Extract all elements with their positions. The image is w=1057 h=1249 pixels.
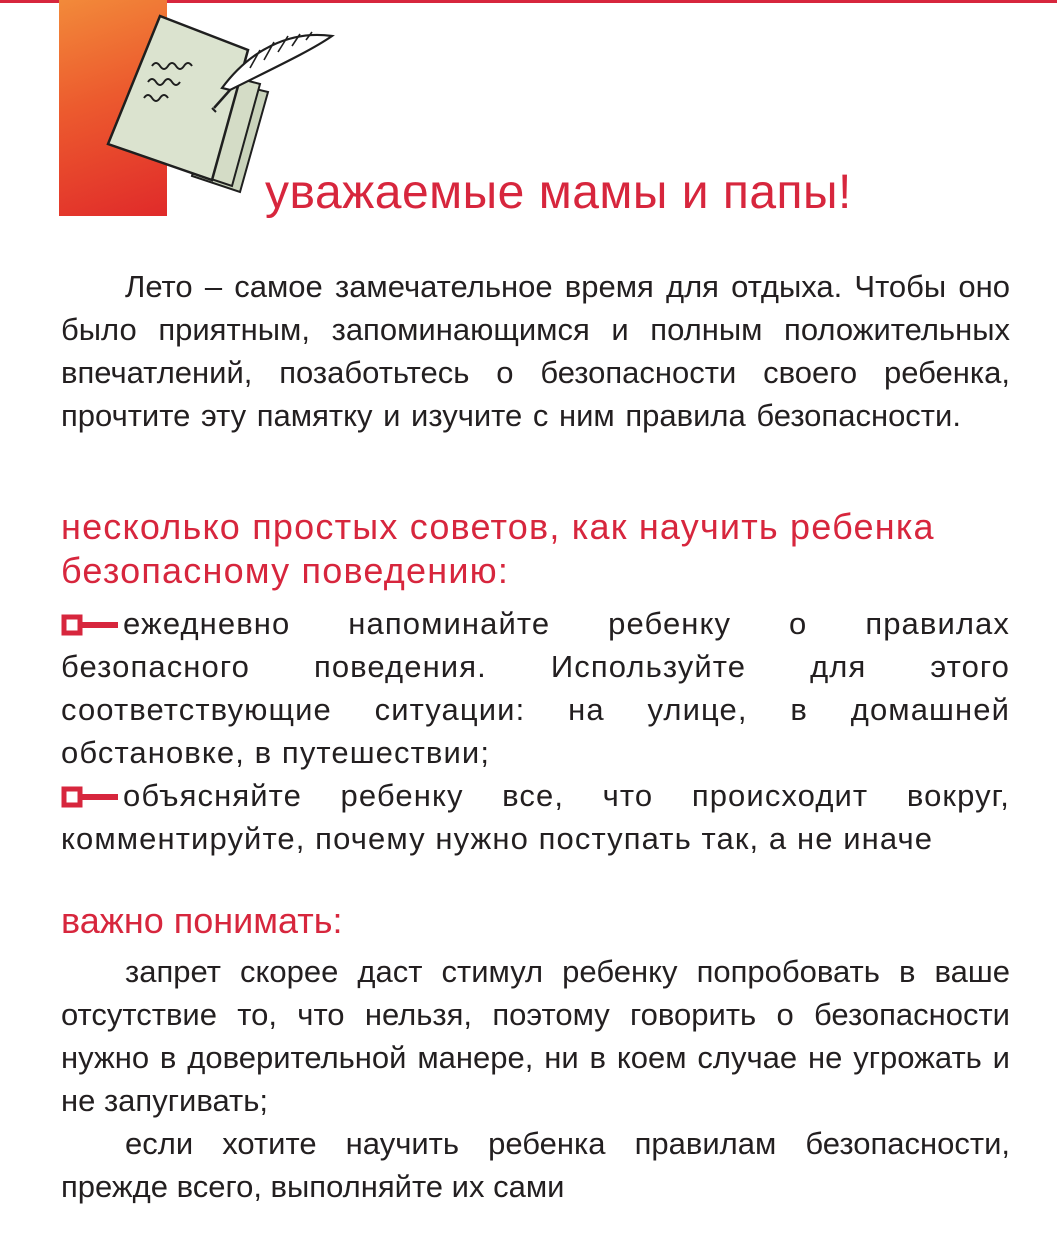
important-paragraph: если хотите научить ребенка правилам безопасности, прежде всего, выполняйте их сами <box>61 1126 1010 1204</box>
important-paragraph: запрет скорее даст стимул ребенку попробовать в ваше отсутствие то, что нельзя, поэтому говорить о безопасности нужно в доверительной манере, ни в коем случае не угрожать и не запугивать; <box>61 954 1010 1118</box>
tips-heading: несколько простых советов, как научить ребенка безопасному поведению: <box>61 506 935 591</box>
important-heading: важно понимать: <box>61 900 343 941</box>
important-body <box>61 950 1010 1208</box>
key-bullet-icon <box>61 614 119 636</box>
page-title: уважаемые мамы и папы! <box>265 166 852 219</box>
tip-text: ежедневно напоминайте ребенку о правилах безопасного поведения. Используйте для этого соответствующие ситуации: на улице, в домашней обстановке, в путешествии; <box>61 606 1010 770</box>
intro-paragraph: Лето – самое замечательное время для отдыха. Чтобы оно было приятным, запоминающимся и полным положительных впечатлений, позаботьтесь о безопасности своего ребенка, прочтите эту памятку и изучите с ним правила безопасности. <box>61 269 1010 433</box>
tips-list <box>61 602 1010 860</box>
list-item <box>61 774 1010 860</box>
tip-text: объясняйте ребенку все, что происходит вокруг, комментируйте, почему нужно поступать так, а не иначе <box>61 778 1010 856</box>
key-bullet-icon <box>61 786 119 808</box>
list-item <box>61 602 1010 774</box>
